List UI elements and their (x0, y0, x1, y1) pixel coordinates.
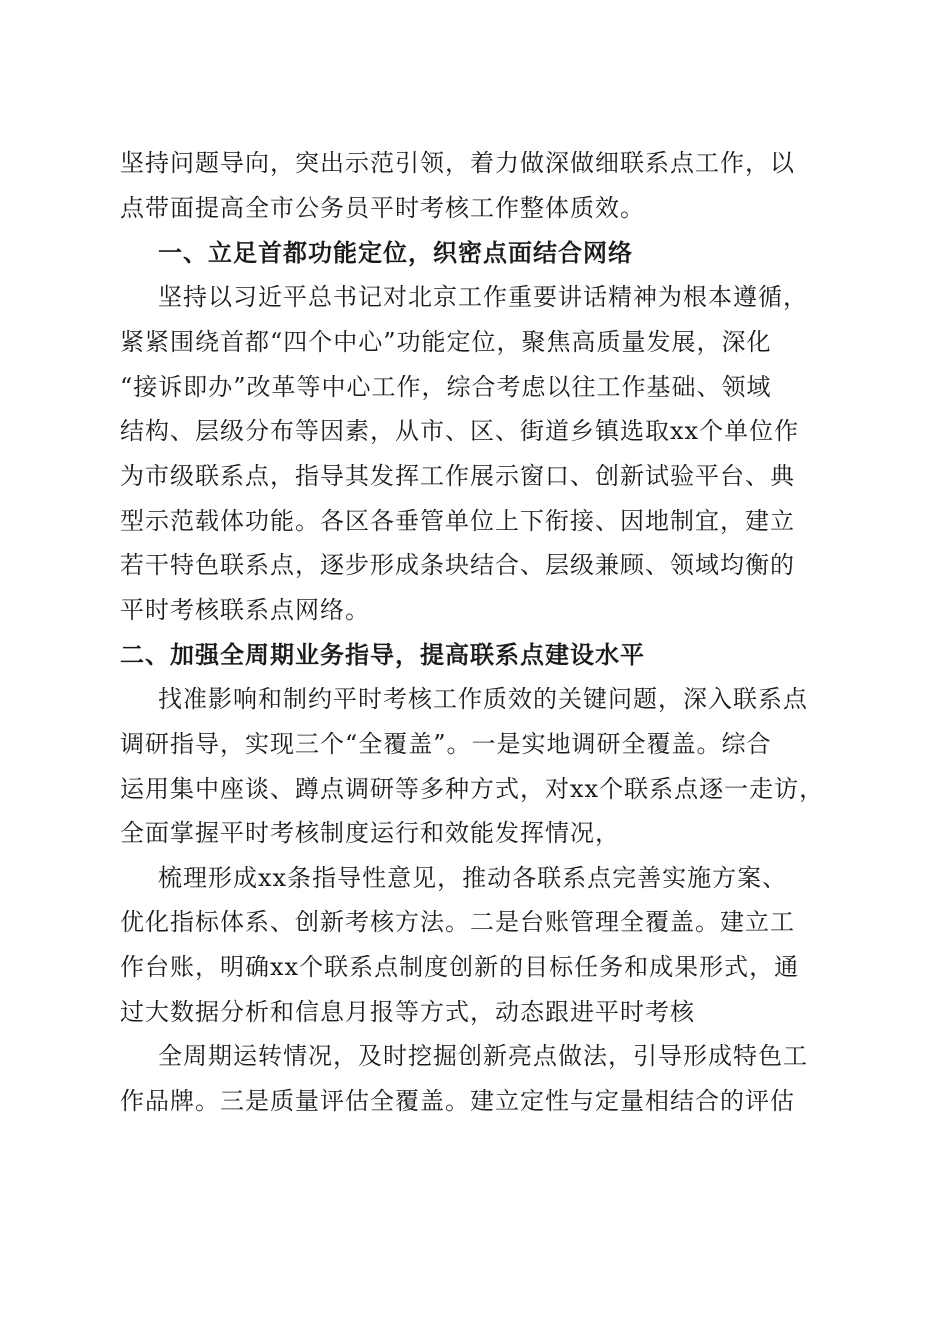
paragraph-line: “接诉即办”改革等中心工作，综合考虑以往工作基础、领域 (120, 373, 772, 401)
paragraph-line: 为市级联系点，指导其发挥工作展示窗口、创新试验平台、典 (120, 462, 795, 490)
paragraph-line: 坚持以习近平总书记对北京工作重要讲话精神为根本遵循， (158, 283, 808, 311)
paragraph-line: 型示范载体功能。各区各垂管单位上下衔接、因地制宜，建立 (120, 507, 795, 535)
paragraph-line: 全面掌握平时考核制度运行和效能发挥情况， (120, 819, 620, 847)
paragraph-line: 调研指导，实现三个“全覆盖”。一是实地调研全覆盖。综合 (120, 730, 772, 758)
paragraph-line: 梳理形成xx条指导性意见，推动各联系点完善实施方案、 (158, 864, 788, 892)
paragraph-line: 作台账，明确xx个联系点制度创新的目标任务和成果形式，通 (120, 953, 800, 981)
paragraph-line: 点带面提高全市公务员平时考核工作整体质效。 (120, 194, 645, 222)
paragraph-line: 作品牌。三是质量评估全覆盖。建立定性与定量相结合的评估 (120, 1087, 795, 1115)
paragraph-line: 过大数据分析和信息月报等方式，动态跟进平时考核 (120, 998, 695, 1026)
paragraph-line: 优化指标体系、创新考核方法。二是台账管理全覆盖。建立工 (120, 908, 795, 936)
paragraph-line: 找准影响和制约平时考核工作质效的关键问题，深入联系点 (158, 685, 808, 713)
section-heading-1: 一、立足首都功能定位，织密点面结合网络 (158, 239, 633, 267)
paragraph-line: 结构、层级分布等因素，从市、区、街道乡镇选取xx个单位作 (120, 417, 800, 445)
paragraph-line: 平时考核联系点网络。 (120, 596, 370, 624)
paragraph-line: 坚持问题导向，突出示范引领，着力做深做细联系点工作，以 (120, 149, 795, 177)
paragraph-line: 紧紧围绕首都“四个中心”功能定位，聚焦高质量发展，深化 (120, 328, 772, 356)
paragraph-line: 全周期运转情况，及时挖掘创新亮点做法，引导形成特色工 (158, 1042, 808, 1070)
paragraph-line: 若干特色联系点，逐步形成条块结合、层级兼顾、领域均衡的 (120, 551, 795, 579)
section-heading-2: 二、加强全周期业务指导，提高联系点建设水平 (120, 641, 645, 669)
paragraph-line: 运用集中座谈、蹲点调研等多种方式，对xx个联系点逐一走访， (120, 775, 825, 803)
